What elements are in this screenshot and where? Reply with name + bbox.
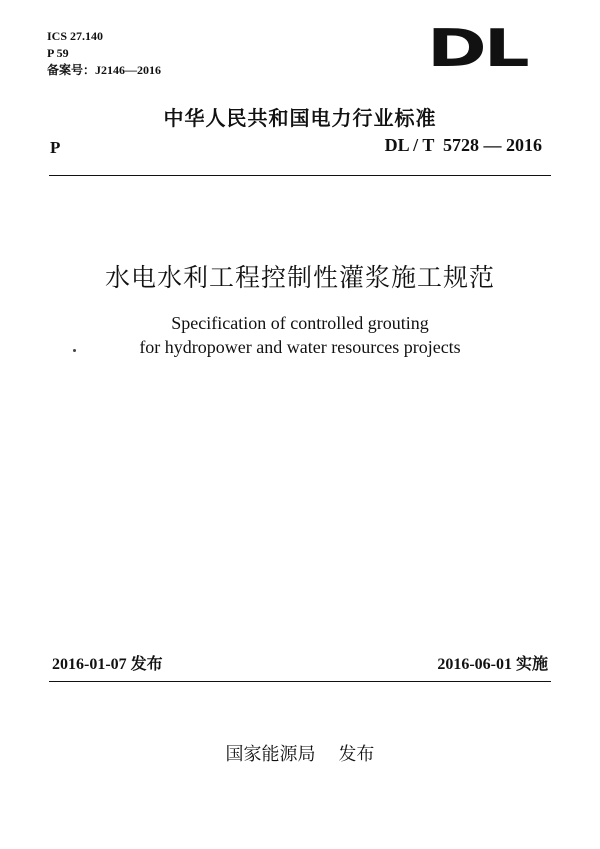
scan-speck — [73, 349, 76, 352]
category-letter: P — [50, 138, 61, 157]
header-metadata — [47, 28, 161, 79]
bottom-divider — [49, 681, 551, 682]
title-english-line-2: for hydropower and water resources projects — [139, 337, 461, 357]
publisher: 国家能源局 发布 — [225, 744, 375, 765]
standard-number: DL / T 5728 — 2016 — [384, 135, 542, 155]
title-chinese: 水电水利工程控制性灌浆施工规范 — [104, 263, 495, 292]
industry-standard-heading: 中华人民共和国电力行业标准 — [163, 106, 437, 130]
implementation-date: 2016-06-01 实施 — [437, 656, 548, 673]
category-code: P 59 — [47, 46, 69, 60]
title-english-line-1: Specification of controlled grouting — [171, 313, 429, 333]
top-divider — [49, 175, 551, 176]
dl-logo: DL — [427, 17, 527, 79]
issue-date: 2016-01-07 发布 — [52, 656, 163, 673]
ics-code: ICS 27.140 — [47, 29, 104, 43]
record-number: 备案号：J2146—2016 — [47, 63, 162, 77]
title-english — [0, 311, 600, 359]
